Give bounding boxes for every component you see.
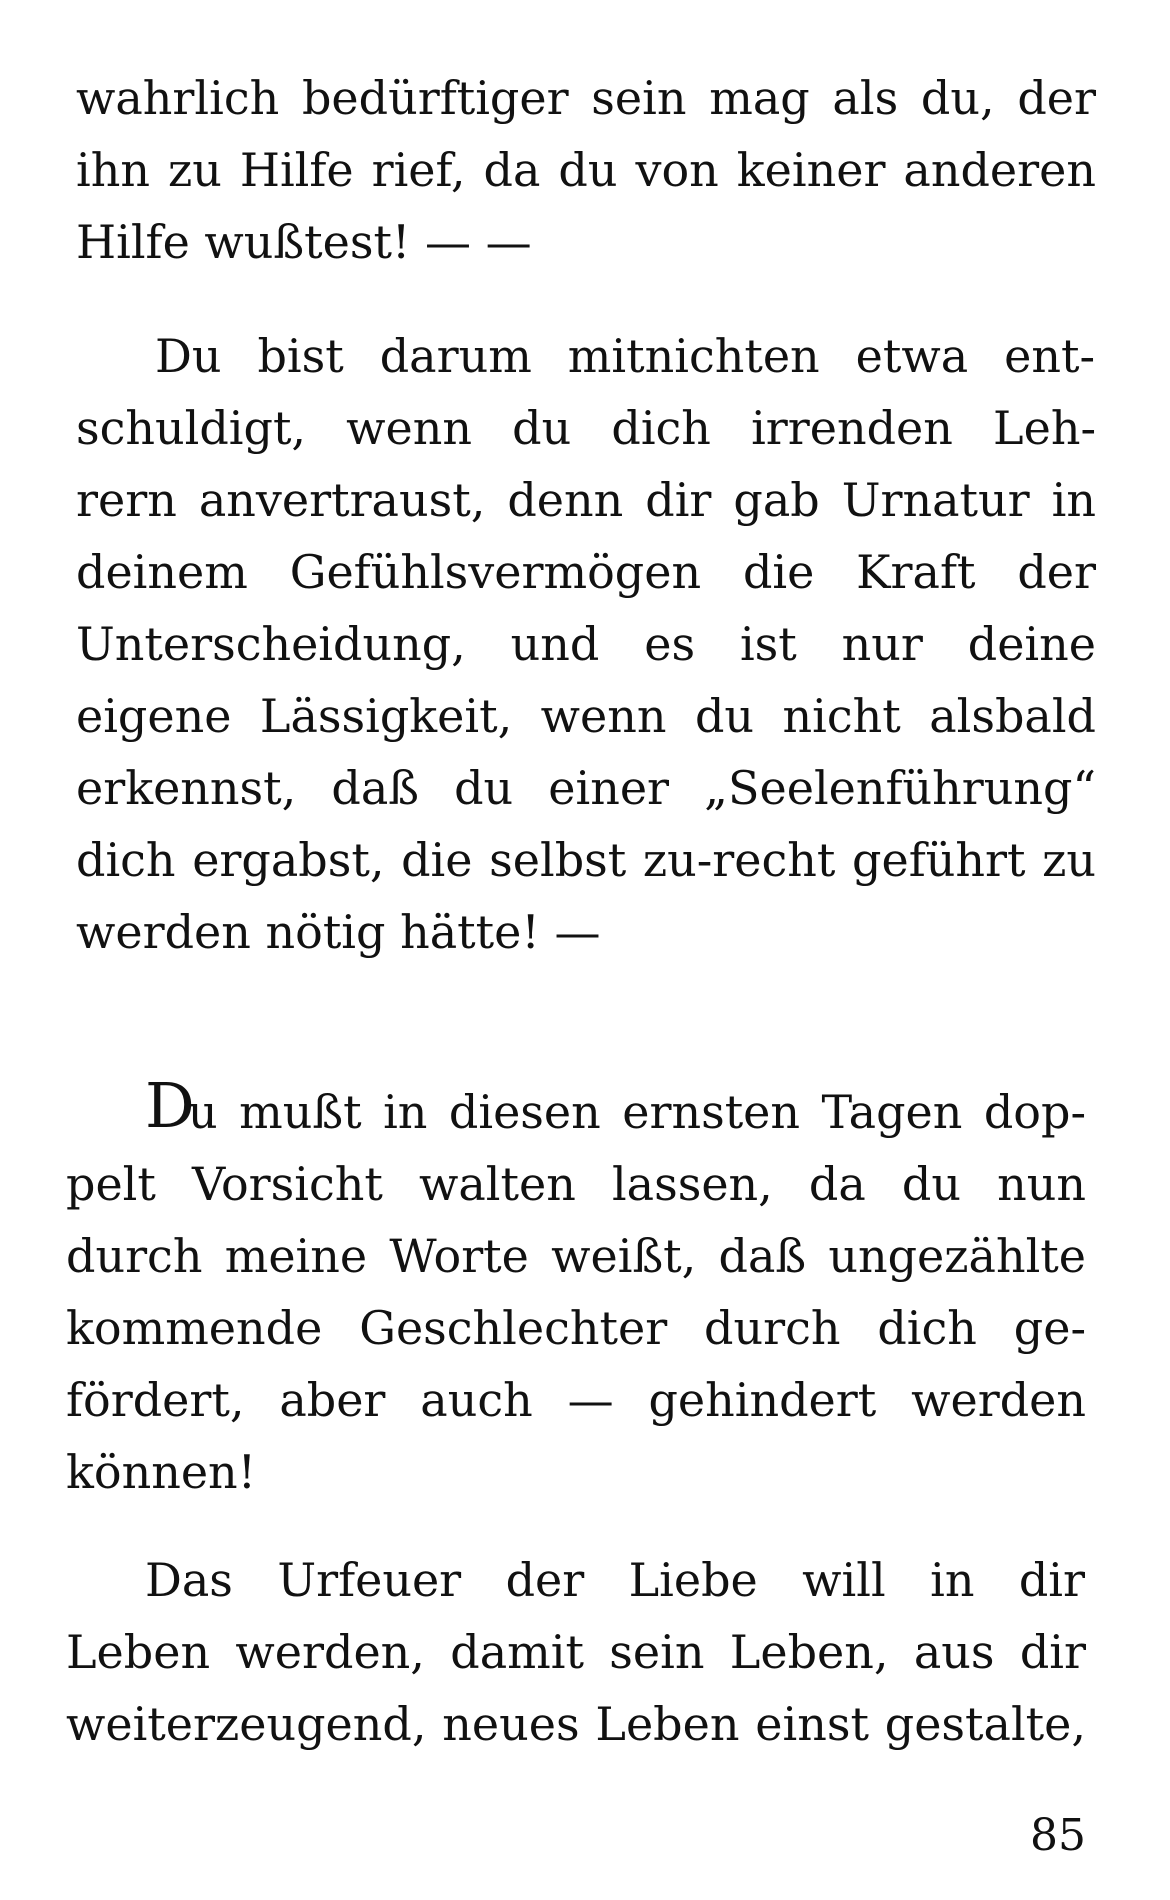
text-line-11: dich ergabst, die selbst zu-recht geführt zu — [76, 833, 1096, 887]
text-line-12: werden nötig hätte! — — [76, 905, 601, 959]
drop-cap: D — [145, 1069, 195, 1142]
text-line-8: Unterscheidung, und es ist nur deine — [76, 617, 1096, 671]
text-line-13: u mußt in diesen ernsten Tagen dop- — [188, 1085, 1086, 1139]
text-line-7: deinem Gefühlsvermögen die Kraft der — [76, 545, 1096, 599]
text-line-16: kommende Geschlechter durch dich ge- — [66, 1301, 1086, 1355]
text-line-17: fördert, aber auch — gehindert werden — [66, 1373, 1086, 1427]
text-line-20: Leben werden, damit sein Leben, aus dir — [66, 1625, 1086, 1679]
page-number: 85 — [1030, 1810, 1086, 1861]
text-line-14: pelt Vorsicht walten lassen, da du nun — [66, 1157, 1086, 1211]
text-line-19: Das Urfeuer der Liebe will in dir — [145, 1553, 1085, 1607]
text-line-18: können! — [66, 1445, 257, 1499]
text-line-15: durch meine Worte weißt, daß ungezählte — [66, 1229, 1086, 1283]
text-line-5: schuldigt, wenn du dich irrenden Leh- — [76, 401, 1096, 455]
text-line-4: Du bist darum mitnichten etwa ent- — [155, 329, 1095, 383]
text-line-10: erkennst, daß du einer „Seelenführung“ — [76, 761, 1096, 815]
text-line-3: Hilfe wußtest! — — — [76, 215, 532, 269]
text-line-6: rern anvertraust, denn dir gab Urnatur in — [76, 473, 1096, 527]
text-line-1: wahrlich bedürftiger sein mag als du, der — [76, 71, 1096, 125]
text-line-9: eigene Lässigkeit, wenn du nicht alsbald — [76, 689, 1096, 743]
text-line-21: weiterzeugend, neues Leben einst gestalte, — [66, 1697, 1086, 1751]
text-line-2: ihn zu Hilfe rief, da du von keiner anderen — [76, 143, 1096, 197]
